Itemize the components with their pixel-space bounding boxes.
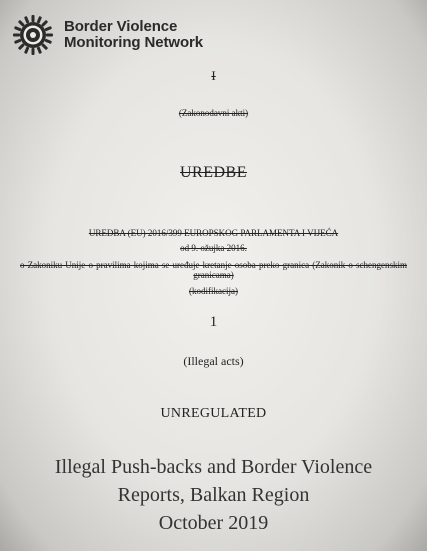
- struck-codification: (kodifikacija): [189, 286, 238, 296]
- struck-roman-numeral: I: [211, 68, 216, 83]
- report-title: [0, 453, 427, 537]
- overlay-illegal-acts: (Illegal acts): [183, 354, 244, 368]
- report-title-line1: Illegal Push-backs and Border Violence: [54, 456, 373, 478]
- report-title-line2: Reports, Balkan Region: [117, 484, 310, 506]
- brand-name: [64, 19, 203, 51]
- struck-regulation-date: od 9. ožujka 2016.: [180, 243, 247, 253]
- struck-regulation-subject: o Zakoniku Unije o pravilima kojima se uređuje kretanje osoba preko granica (Zakonik o schengenskim granicama): [20, 260, 407, 280]
- overlay-number: 1: [209, 314, 218, 330]
- overlay-unregulated: UNREGULATED: [160, 406, 267, 421]
- sun-gear-logo-icon: [12, 14, 54, 56]
- struck-regulation-title: UREDBA (EU) 2016/399 EUROPSKOG PARLAMENTA I VIJEĆA: [88, 228, 339, 238]
- struck-regulations-heading: UREDBE: [180, 164, 247, 181]
- brand-name-line2: Monitoring Network: [64, 34, 204, 51]
- brand-header: [12, 14, 203, 56]
- report-title-line3: October 2019: [158, 512, 269, 534]
- struck-legislative-acts: (Zakonodavni akti): [178, 108, 249, 118]
- brand-name-line1: Border Violence: [64, 18, 178, 35]
